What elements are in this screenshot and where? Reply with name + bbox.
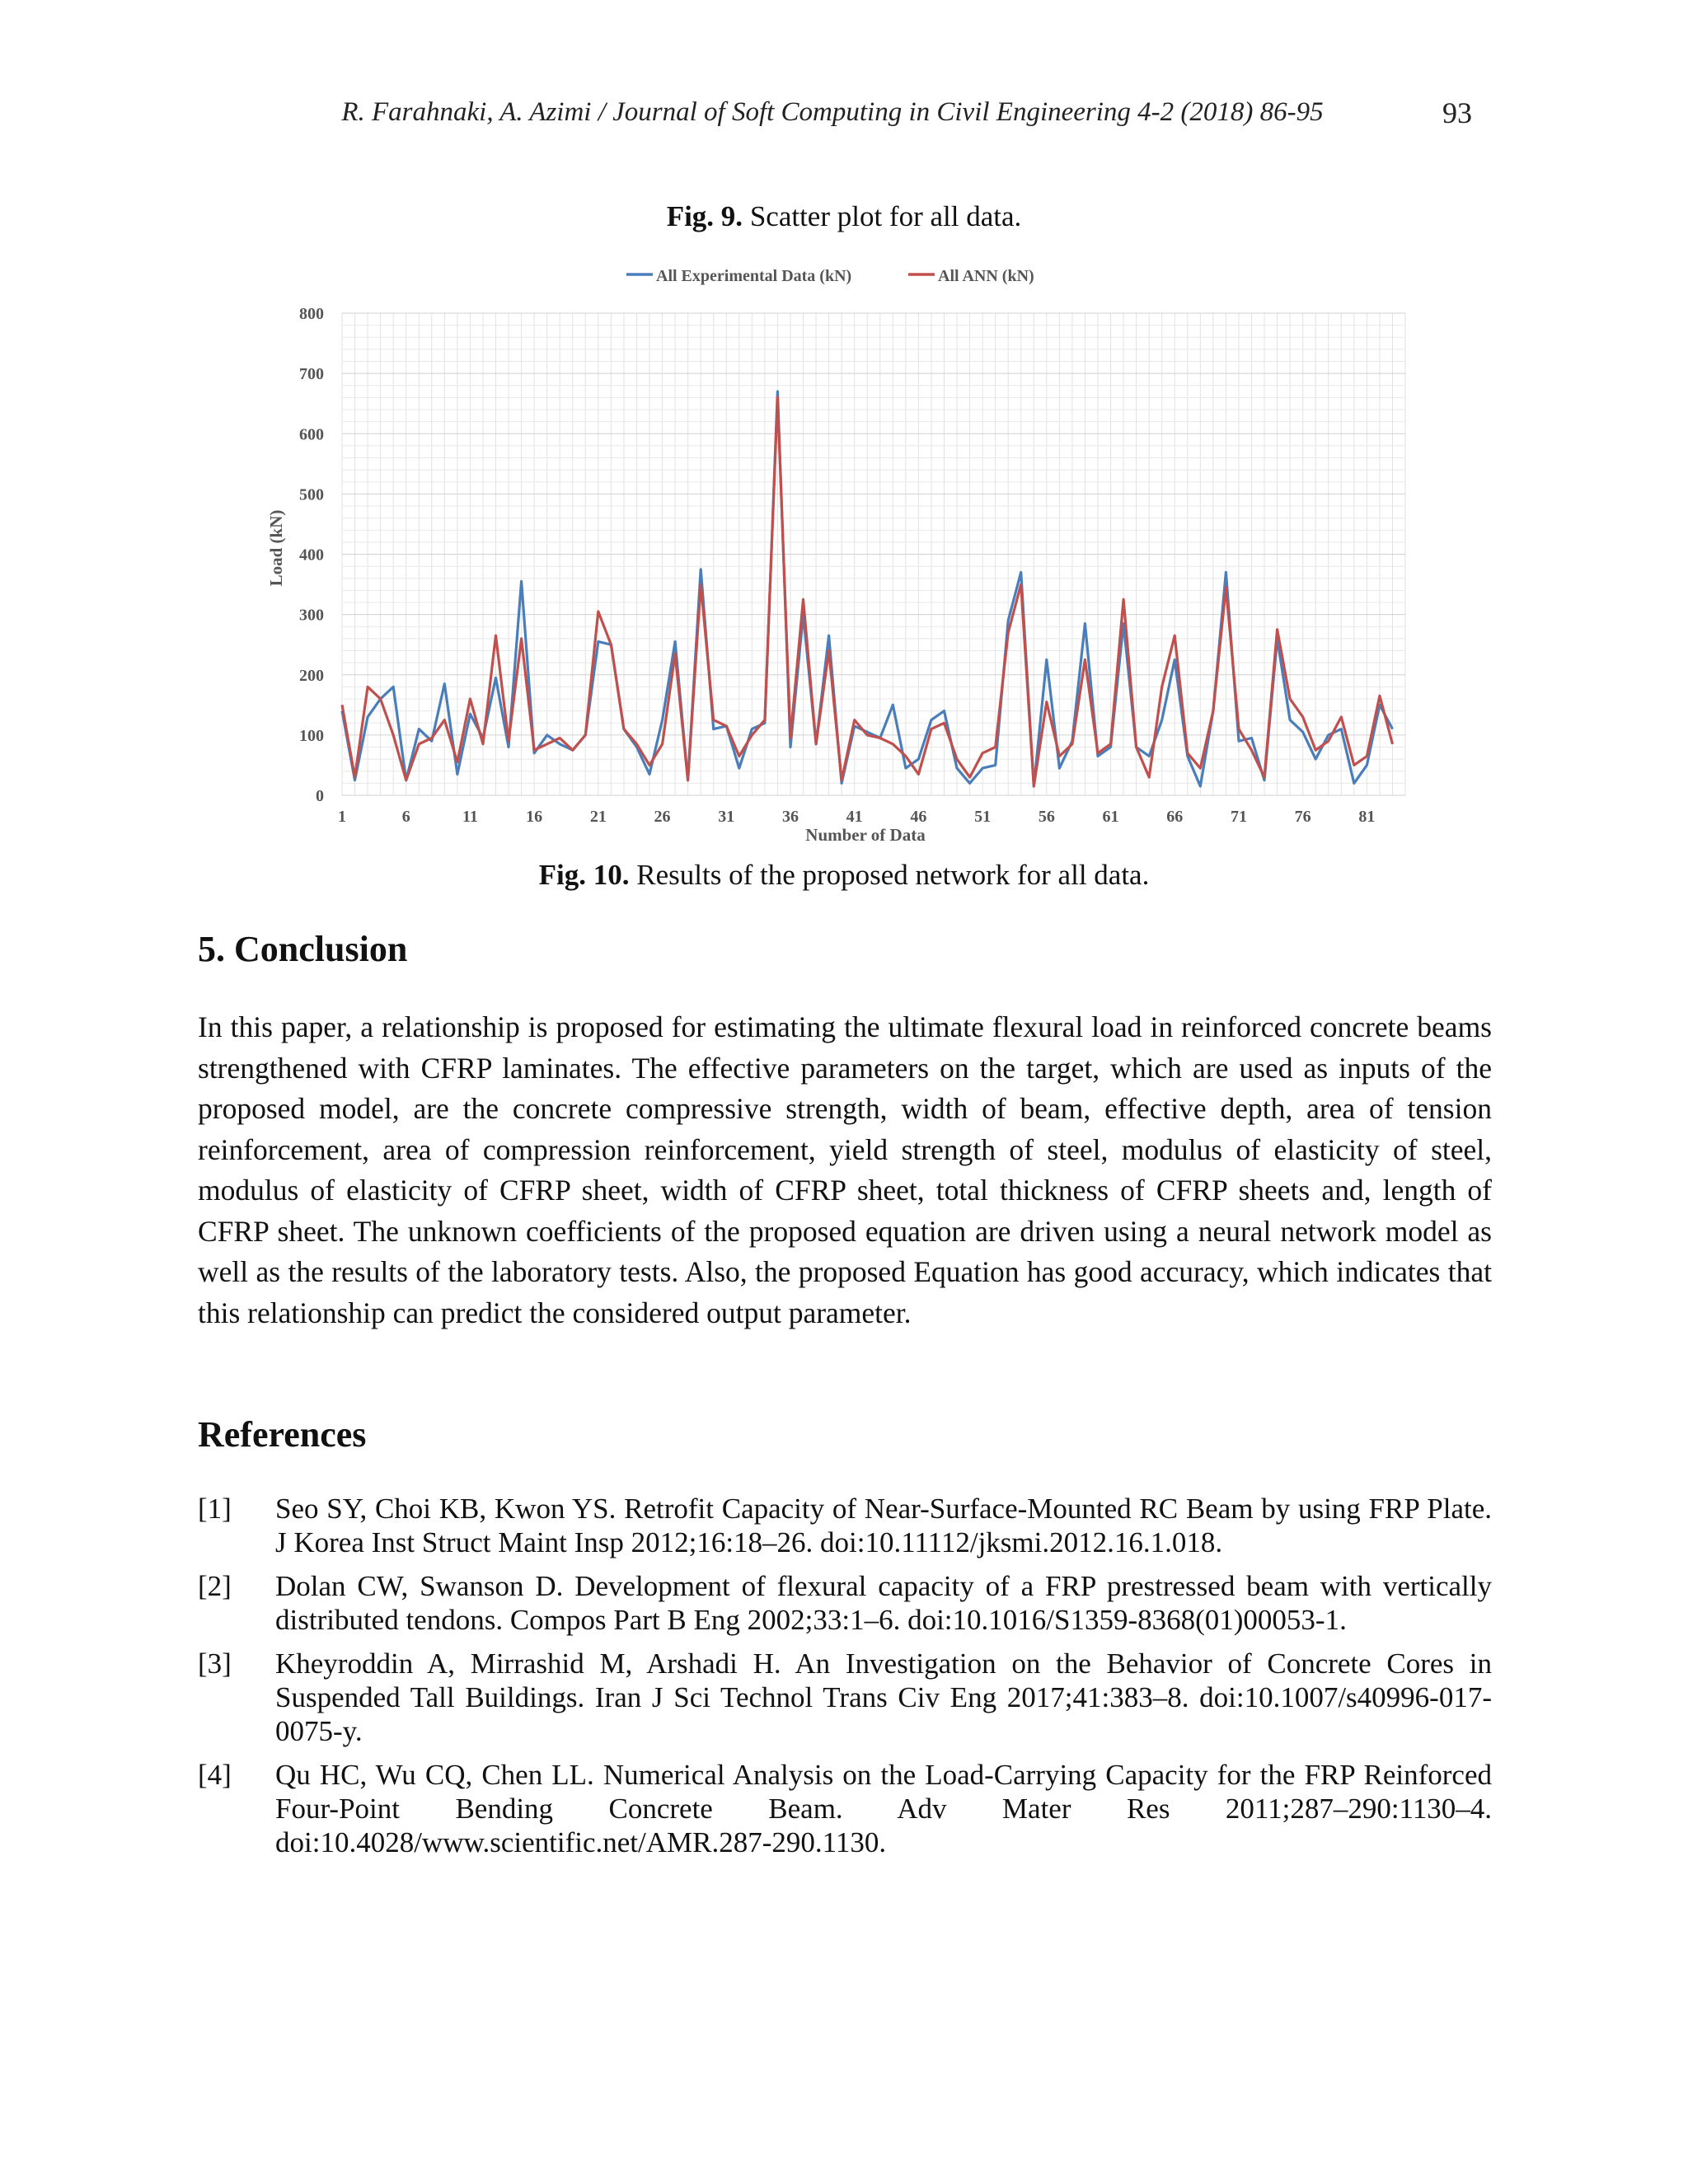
reference-item <box>198 1569 1492 1637</box>
references-heading: References <box>198 1414 367 1455</box>
x-tick-label: 51 <box>974 808 992 826</box>
x-tick-label: 21 <box>589 808 607 826</box>
reference-text: Seo SY, Choi KB, Kwon YS. Retrofit Capacity of Near-Surface-Mounted RC Beam by using FRP Plate. J Korea Inst Struct Maint Insp 2012;16:18–26. doi:10.11112/jksmi.2012.16.1.018. <box>275 1493 1492 1558</box>
y-tick-label: 100 <box>299 726 324 745</box>
x-axis-ticks <box>338 808 1375 826</box>
y-tick-label: 800 <box>299 305 324 323</box>
reference-text: Kheyroddin A, Mirrashid M, Arshadi H. An Investigation on the Behavior of Concrete Cores in Suspended Tall Buildings. Iran J Sci Technol Trans Civ Eng 2017;41:383–8. doi:10.1007/s40996-017-0075-y. <box>275 1647 1492 1747</box>
x-tick-label: 26 <box>654 808 671 826</box>
chart-grid <box>342 313 1405 795</box>
reference-number: [3] <box>198 1647 232 1680</box>
x-tick-label: 81 <box>1358 808 1376 826</box>
x-tick-label: 66 <box>1166 808 1184 826</box>
x-tick-label: 56 <box>1038 808 1055 826</box>
reference-number: [2] <box>198 1570 232 1602</box>
legend-label-ann: All ANN (kN) <box>938 267 1034 285</box>
fig10-caption <box>0 859 1688 892</box>
y-tick-label: 300 <box>299 606 324 625</box>
reference-text: Qu HC, Wu CQ, Chen LL. Numerical Analysis on the Load-Carrying Capacity for the FRP Reinforced Four-Point Bending Concrete Beam. Adv Mater Res 2011;287–290:1130–4. doi:10.4028/www.scientific.net/AMR.287-290.1130. <box>275 1759 1492 1858</box>
x-tick-label: 46 <box>910 808 927 826</box>
reference-item <box>198 1492 1492 1559</box>
page-number: 93 <box>1442 96 1472 129</box>
x-tick-label: 41 <box>846 808 863 826</box>
y-tick-label: 200 <box>299 666 324 685</box>
reference-number: [4] <box>198 1759 232 1791</box>
reference-number: [1] <box>198 1493 232 1525</box>
y-tick-label: 0 <box>316 787 324 805</box>
x-tick-label: 16 <box>526 808 543 826</box>
conclusion-paragraph: In this paper, a relationship is proposed for estimating the ultimate flexural load in reinforced concrete beams strengthened with CFRP laminates. The effective parameters on the target, which are used as inputs of the proposed model, are the concrete compressive strength, width of beam, effective depth, area of tension reinforcement, area of compression reinforcement, yield strength of steel, modulus of elasticity of steel, modulus of elasticity of CFRP sheet, width of CFRP sheet, total thickness of CFRP sheets and, length of CFRP sheet. The unknown coefficients of the proposed equation are driven using a neural network model as well as the results of the laboratory tests. Also, the proposed Equation has good accuracy, which indicates that this relationship can predict the considered output parameter. <box>198 1010 1492 1329</box>
x-tick-label: 36 <box>781 808 799 826</box>
legend-label-experimental: All Experimental Data (kN) <box>656 267 852 285</box>
y-axis-label: Load (kN) <box>266 509 286 587</box>
y-tick-label: 400 <box>299 546 324 565</box>
running-head: R. Farahnaki, A. Azimi / Journal of Soft Computing in Civil Engineering 4-2 (2018) 86-95 <box>341 97 1324 127</box>
fig10-label: Fig. 10. <box>538 859 630 891</box>
x-tick-label: 11 <box>462 808 478 826</box>
x-axis-label: Number of Data <box>805 825 926 845</box>
results-line-chart <box>264 251 1418 853</box>
x-tick-label: 1 <box>338 808 346 826</box>
x-tick-label: 6 <box>401 808 410 826</box>
fig10-text: Results of the proposed network for all data. <box>629 859 1150 891</box>
x-tick-label: 71 <box>1230 808 1247 826</box>
reference-text: Dolan CW, Swanson D. Development of flexural capacity of a FRP prestressed beam with vertically distributed tendons. Compos Part B Eng 2002;33:1–6. doi:10.1016/S1359-8368(01)00053-1. <box>275 1570 1492 1636</box>
fig9-caption <box>0 200 1688 233</box>
y-tick-label: 700 <box>299 365 324 384</box>
x-tick-label: 31 <box>718 808 735 826</box>
conclusion-heading: 5. Conclusion <box>198 929 408 969</box>
x-tick-label: 61 <box>1102 808 1119 826</box>
y-axis-ticks <box>299 305 324 805</box>
y-tick-label: 500 <box>299 485 324 504</box>
fig9-text: Scatter plot for all data. <box>743 200 1022 232</box>
reference-item <box>198 1758 1492 1859</box>
reference-list <box>198 1492 1492 1869</box>
x-tick-label: 76 <box>1294 808 1311 826</box>
y-tick-label: 600 <box>299 425 324 444</box>
chart-legend <box>626 267 1034 285</box>
fig9-label: Fig. 9. <box>666 200 743 232</box>
reference-item <box>198 1647 1492 1748</box>
